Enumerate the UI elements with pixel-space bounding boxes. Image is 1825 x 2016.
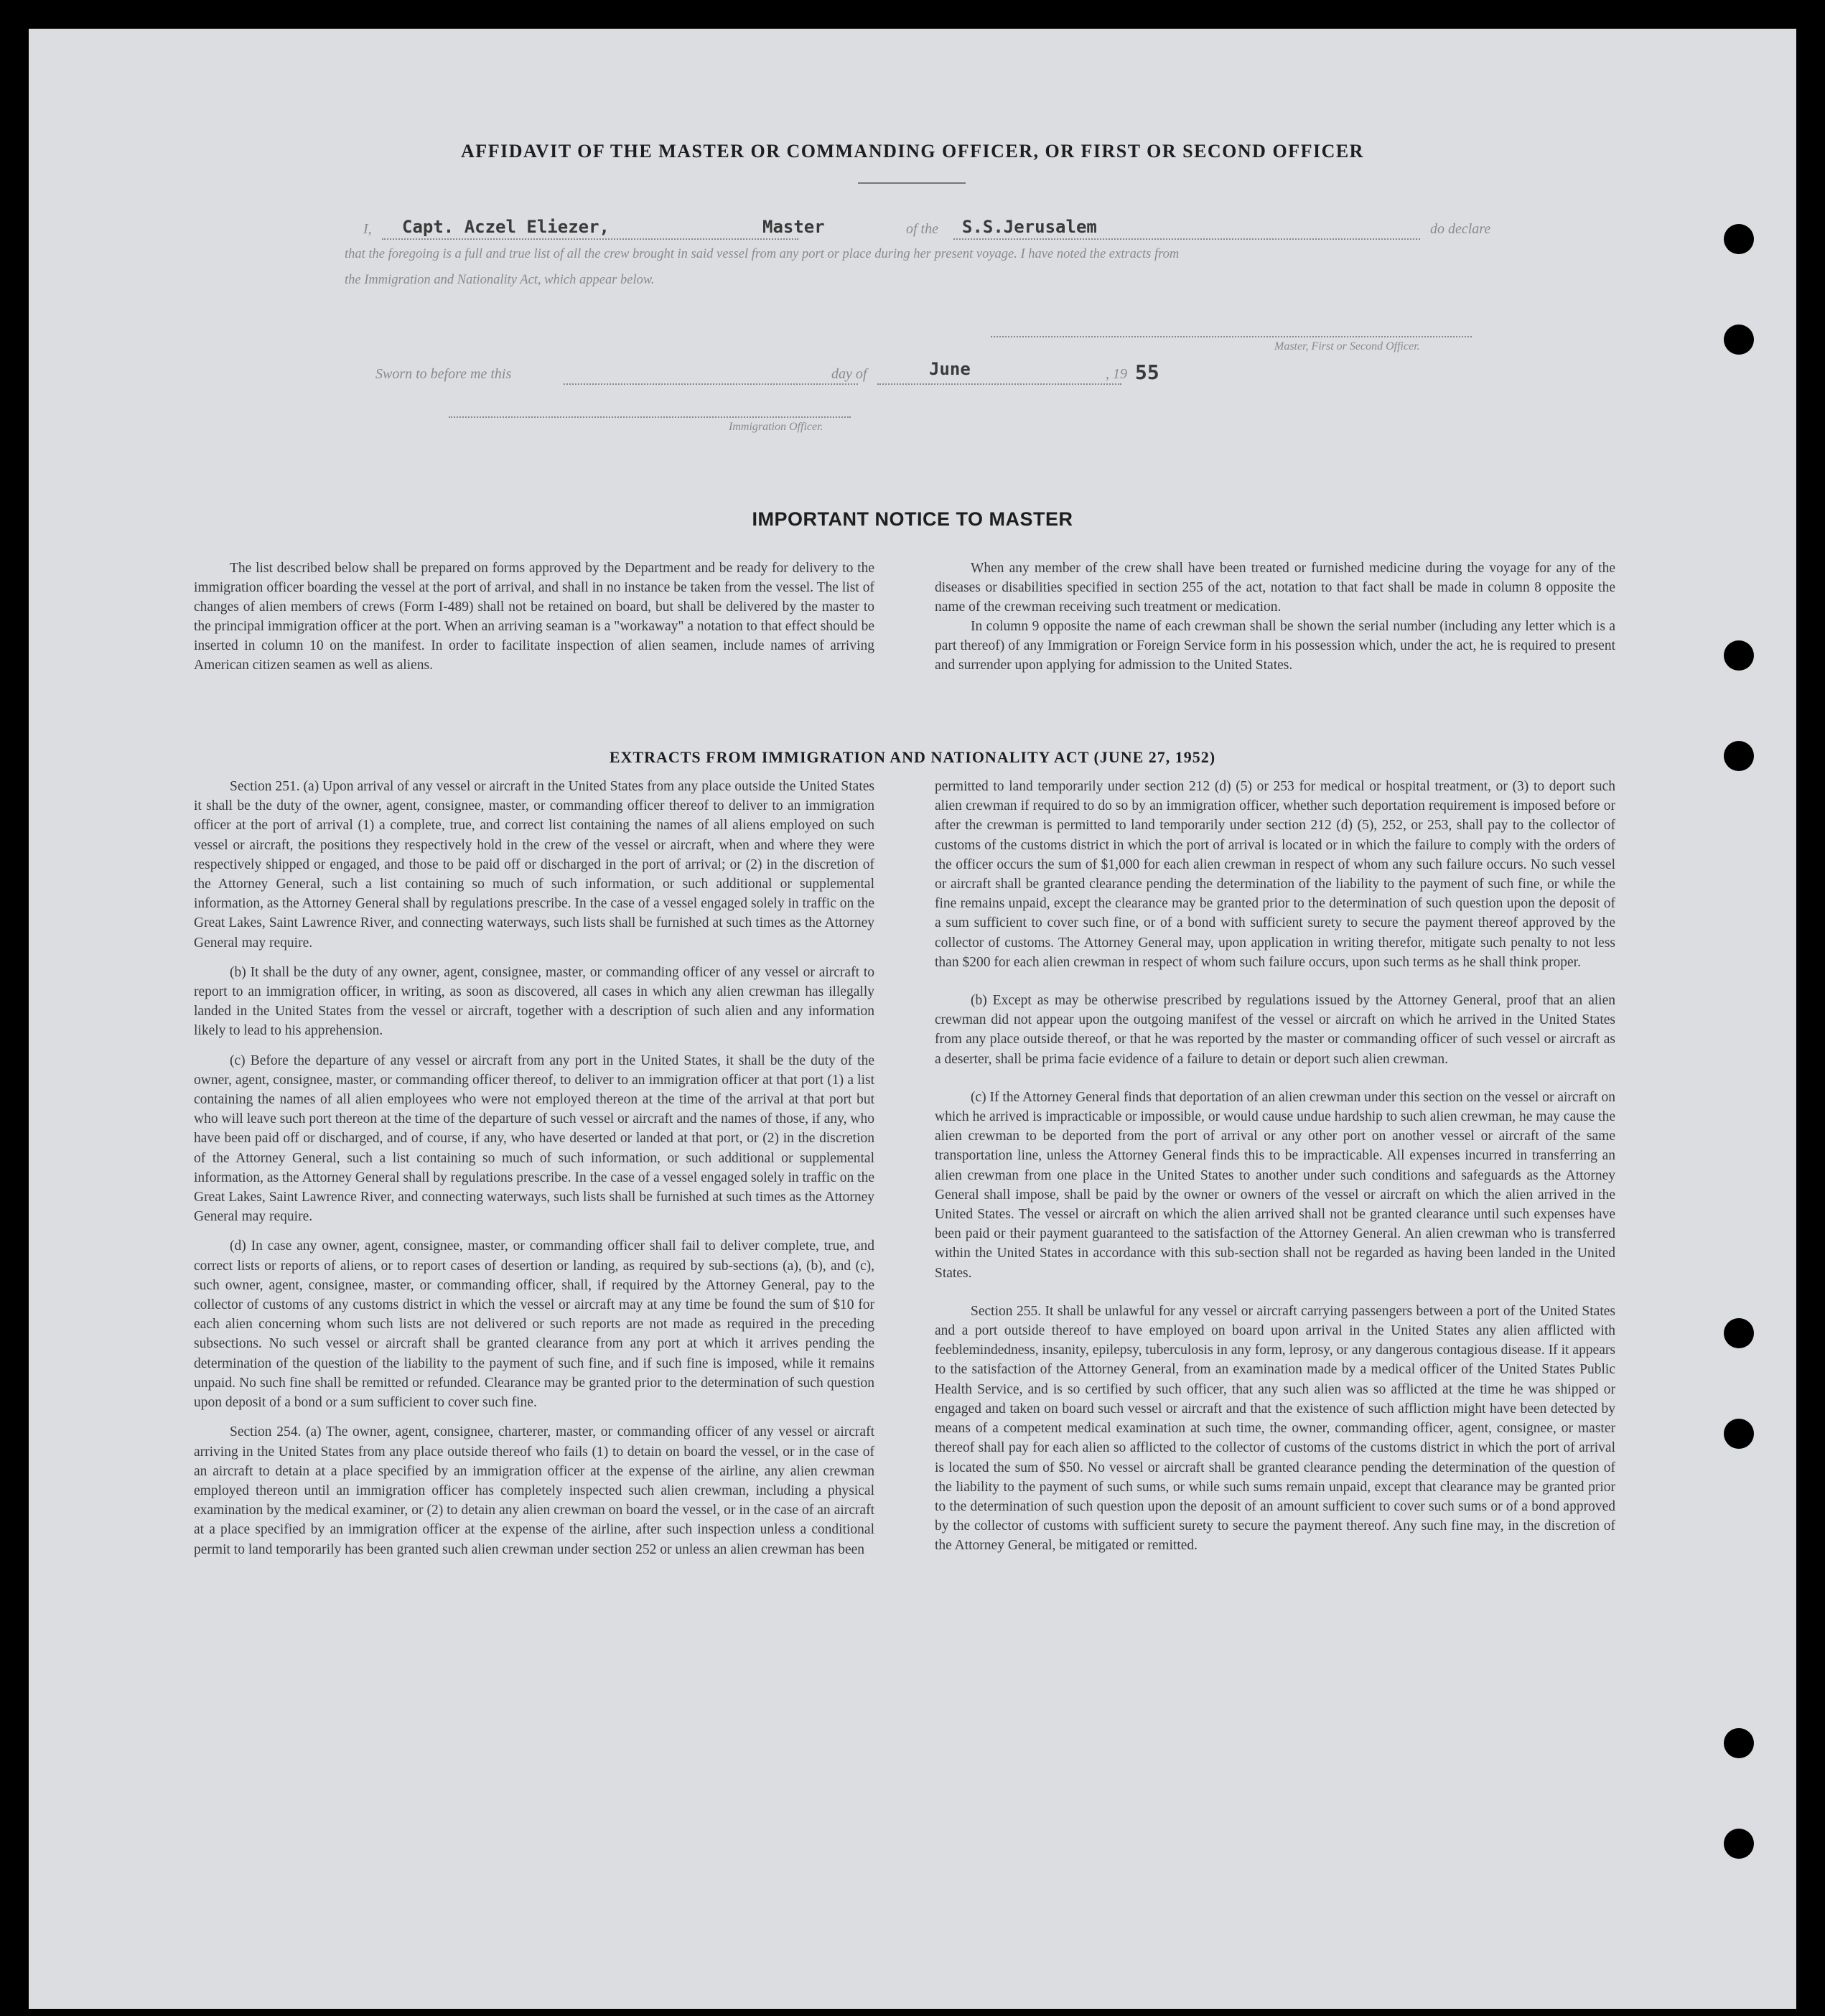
punch-hole	[1724, 1829, 1754, 1859]
day-of-label: day of	[831, 366, 867, 382]
extracts-title: EXTRACTS FROM IMMIGRATION AND NATIONALITY ACT (JUNE 27, 1952)	[609, 748, 1216, 766]
officer-signature-line	[449, 416, 851, 418]
notice-right-paragraph-2: In column 9 opposite the name of each crewman shall be shown the serial number (including any letter which is a part thereof) of any Immigration or Foreign Service form in his possession which, under the act, he is required to present and surrender upon applying for admission to the United States.	[935, 619, 1615, 673]
vessel-underline	[953, 238, 1420, 240]
sworn-label: Sworn to before me this	[375, 366, 512, 382]
document-page	[29, 29, 1796, 2009]
i-label: I,	[363, 221, 372, 237]
year-prefix: , 19	[1106, 366, 1127, 382]
notice-title: IMPORTANT NOTICE TO MASTER	[752, 508, 1073, 530]
section-254-c: (c) If the Attorney General finds that deportation of an alien crewman under this section on the vessel or aircraft on which he arrived is impracticable or impossible, or would cause undue hardship to such alien crewman, he may cause the alien crewman to be deported from the port of arrival or any other port on another vessel or aircraft of the same transportation line, unless the Attorney General finds this to be impracticable. All expenses incurred in transferring an alien crewman from one place in the United States to another under such conditions and safeguards as the Attorney General shall impose, shall be paid by the owner or owners of the vessel or aircraft on which the alien arrived in the United States. The vessel or aircraft on which the alien arrived shall not be granted clearance until such expenses have been paid or their payment guaranteed to the satisfaction of the Attorney General. An alien crewman who is transferred within the United States in accordance with this sub-section shall not be regarded as having been landed in the United States.	[935, 1089, 1615, 1281]
section-251-c: (c) Before the departure of any vessel or aircraft from any port in the United States, it shall be the duty of the owner, agent, consignee, master, or commanding officer thereof, to deliver to an immigration officer at that port (1) a list containing the names of all alien employees who were not employed thereon at the time of the arrival at that port but who will leave such port thereon at the time of the departure of such vessel or aircraft and the names of those, if any, who have been paid off or discharged, and of course, if any, who have deserted or landed at that port, or (2) in the discretion of the Attorney General, such a list containing so much of such information, or such additional or supplemental information, as the Attorney General shall by regulations prescribe. In the case of a vessel engaged solely in traffic on the Great Lakes, Saint Lawrence River, and connecting waterways, such lists shall be furnished at such times as the Attorney General may require.	[194, 1053, 874, 1225]
punch-hole	[1724, 325, 1754, 355]
extracts-right-column	[935, 777, 1615, 1566]
rank: Master	[762, 217, 825, 237]
of-the-label: of the	[906, 221, 938, 237]
notice-right-text	[935, 559, 1615, 685]
affidavit-title: AFFIDAVIT OF THE MASTER OR COMMANDING OFFICER, OR FIRST OR SECOND OFFICER	[461, 141, 1364, 162]
punch-hole	[1724, 1728, 1754, 1758]
punch-hole	[1724, 224, 1754, 254]
punch-hole	[1724, 1419, 1754, 1449]
section-254-b: (b) Except as may be otherwise prescribed by regulations issued by the Attorney General, proof that an alien crewman did not appear upon the outgoing manifest of the vessel or aircraft on which he arrived in the United States from any place outside thereof, or that he was reported by the master or commanding officer of such vessel or aircraft as a deserter, shall be prima facie evidence of a failure to detain or deport such alien crewman.	[935, 993, 1615, 1067]
master-name: Capt. Aczel Eliezer,	[402, 217, 610, 237]
notice-right-paragraph-1: When any member of the crew shall have been treated or furnished medicine during the voyage for any of the diseases or disabilities specified in section 255 of the act, notation to that fact shall be made in column 8 opposite the name of the crewman receiving such treatment or medication.	[935, 561, 1615, 615]
punch-hole	[1724, 1318, 1754, 1348]
section-254-a-continued: permitted to land temporarily under section 212 (d) (5) or 253 for medical or hospital treatment, or (3) to deport such alien crewman if required to do so by an immigration officer, whether such deportation requirement is imposed before or after the crewman is permitted to land temporarily under section 212 (d) (5), 252, or 253, shall pay to the collector of customs of the customs district in which the port of arrival is located or in which the failure to comply with the orders of the officer occurs the sum of $1,000 for each alien crewman in respect of whom any such failure occurs. No such vessel or aircraft shall be granted clearance pending the determination of the liability to the payment of such fine, or while the fine remains unpaid, except the clearance may be granted prior to the determination of such question upon the deposit of a sum sufficient to cover such fine, or of a bond with sufficient surety to secure the payment thereof approved by the collector of customs. The Attorney General may, upon application in writing therefor, mitigate such penalty to not less than $200 for each alien crewman in respect of whom such failure occurs, upon such terms as he shall think proper.	[935, 779, 1615, 970]
punch-hole	[1724, 640, 1754, 671]
do-declare-label: do declare	[1430, 221, 1491, 237]
extracts-left-column	[194, 777, 874, 1569]
declaration-line-1: that the foregoing is a full and true list of all the crew brought in said vessel from any port or place during her present voyage. I have noted the extracts from	[345, 247, 1180, 261]
officer-caption: Immigration Officer.	[729, 421, 823, 433]
sworn-day-underline	[564, 383, 858, 385]
signature-line	[991, 336, 1472, 337]
section-254-a: Section 254. (a) The owner, agent, consignee, charterer, master, or commanding officer of any vessel or aircraft arriving in the United States from any place outside thereof who fails (1) to detain on board the vessel, or in the case of an aircraft to detain at a place specified by an immigration officer at the expense of the airline, any alien crewman employed thereon until an immigration officer has completely inspected such alien crewman, including a physical examination by the medical examiner, or (2) to detain any alien crewman on board the vessel, or in the case of an aircraft at a place specified by an immigration officer at the expense of the airline, after such inspection unless a conditional permit to land temporarily has been granted such alien crewman under section 252 or unless an alien crewman has been	[194, 1424, 874, 1557]
vessel-name: S.S.Jerusalem	[962, 217, 1097, 237]
section-251-a: Section 251. (a) Upon arrival of any vessel or aircraft in the United States from any place outside the United States it shall be the duty of the owner, agent, consignee, master, or commanding officer thereof to deliver to an immigration officer at the port of arrival (1) a complete, true, and correct list containing the names of all aliens employed on such vessel or aircraft, the positions they respectively hold in the crew of the vessel or aircraft, when and where they were respectively shipped or engaged, and those to be paid off or discharged in the port of arrival; or (2) in the discretion of the Attorney General, such a list containing so much of such information, or such additional or supplemental information, as the Attorney General shall by regulations prescribe. In the case of a vessel engaged solely in traffic on the Great Lakes, Saint Lawrence River, and connecting waterways, such lists shall be furnished at such times as the Attorney General may require.	[194, 779, 874, 951]
notice-left-paragraph: The list described below shall be prepared on forms approved by the Department and be ready for delivery to the immigration officer boarding the vessel at the port of arrival, and shall in no instance be taken from the vessel. The list of changes of alien members of crews (Form I-489) shall not be retained on board, but shall be delivered by the master to the principal immigration officer at the port. When an arriving seaman is a "workaway" a notation to that effect should be inserted in column 10 on the manifest. In order to facilitate inspection of alien seamen, include names of arriving American citizen seamen as well as aliens.	[194, 561, 874, 673]
title-rule	[858, 182, 966, 184]
sworn-year: 55	[1135, 360, 1159, 384]
section-251-d: (d) In case any owner, agent, consignee, master, or commanding officer shall fail to deliver complete, true, and correct lists or reports of aliens, or to report cases of desertion or landing, as required by sub-sections (a), (b), and (c), such owner, agent, consignee, master, or commanding officer, shall, if required by the Attorney General, pay to the collector of customs of any customs district in which the vessel or aircraft may at any time be found the sum of $10 for each alien concerning whom such lists are not delivered or such reports are not made as required in the preceding subsections. No such vessel or aircraft shall be granted clearance from any port at which it arrives pending the determination of the question of the liability to the payment of such fine, and if such fine is imposed, while it remains unpaid. No such fine shall be remitted or refunded. Clearance may be granted prior to the determination of such question upon deposit of a bond or a sum sufficient to cover such fine.	[194, 1238, 874, 1411]
section-255: Section 255. It shall be unlawful for any vessel or aircraft carrying passengers between a port of the United States and a port outside thereof to have employed on board upon arrival in the United States any alien afflicted with feeblemindedness, insanity, epilepsy, tuberculosis in any form, leprosy, or any dangerous contagious disease. If it appears to the satisfaction of the Attorney General, from an examination made by a medical officer of the United States Public Health Service, and is so certified by such officer, that any such alien was so afflicted at the time he was shipped or engaged and taken on board such vessel or aircraft and that the existence of such affliction might have been detected by means of a competent medical examination at such time, the owner, commanding officer, agent, consignee, or master thereof shall pay for each alien so afflicted to the collector of customs of the customs district in which the port of arrival is located the sum of $50. No vessel or aircraft shall be granted clearance pending the determination of the question of the liability to the payment of such sums, or while such sums remain unpaid, except that clearance may be granted prior to the determination of such question upon the deposit of an amount sufficient to cover such sums or of a bond approved by the collector of customs with sufficient surety to secure the payment thereof. Any such fine may, in the discretion of the Attorney General, be mitigated or remitted.	[935, 1303, 1615, 1554]
month-underline	[877, 383, 1121, 385]
name-underline	[382, 238, 798, 240]
notice-left-text	[194, 559, 874, 685]
section-251-b: (b) It shall be the duty of any owner, agent, consignee, master, or commanding officer of any vessel or aircraft to report to an immigration officer, in writing, as soon as discovered, all cases in which any alien crewman has illegally landed in the United States from the vessel or aircraft, together with a description of such alien and any information likely to lead to his apprehension.	[194, 964, 874, 1039]
declaration-line-2: the Immigration and Nationality Act, which appear below.	[345, 273, 655, 287]
sworn-month: June	[929, 359, 971, 379]
signature-caption: Master, First or Second Officer.	[1274, 340, 1420, 353]
